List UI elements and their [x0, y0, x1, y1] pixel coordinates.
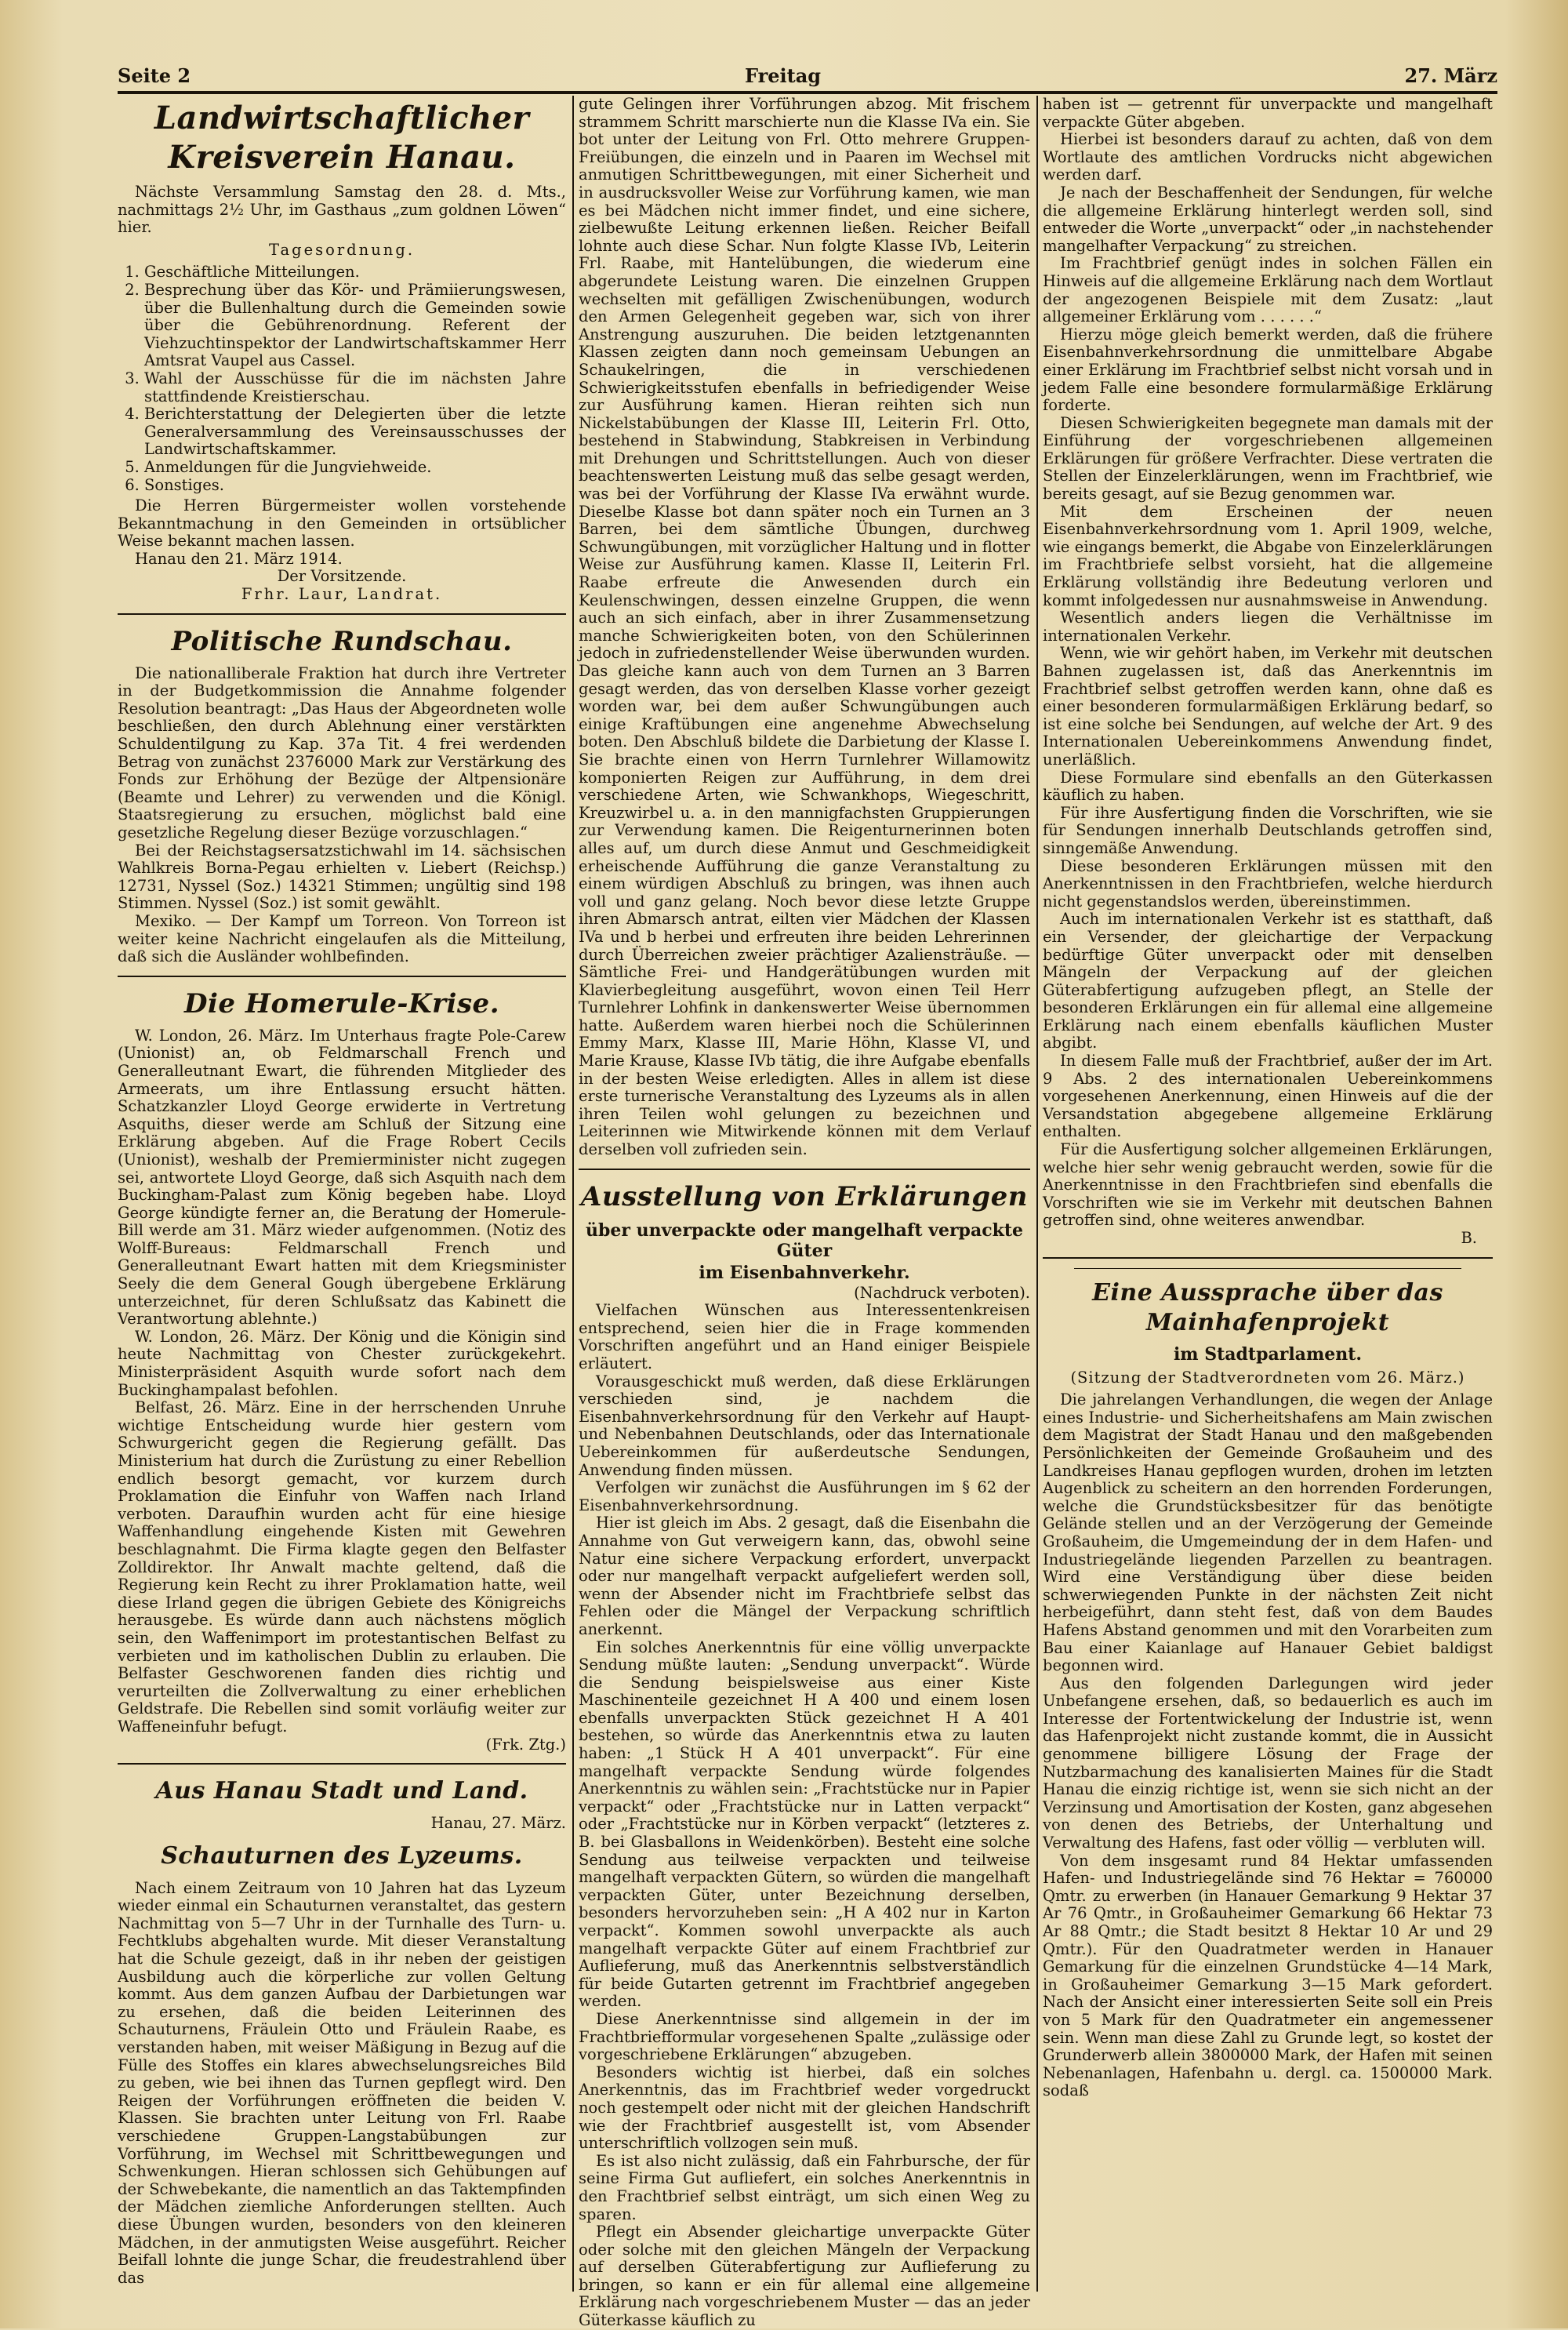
homerule-paragraph: W. London, 26. März. Im Unterhaus fragte Pole-Carew (Unionist) an, ob Feldmarschall French und Generalleutnant Ewart, die führenden Mitglieder des Armeerats, um ihre Entlassung ersucht hätten. Schatzkanzler Lloyd George erwiderte in Vertretung Asquiths, dieser werde am Schluß der Sitzung eine Erklärung abgeben. Auf die Frage Robert Cecils (Unionist), weshalb der Premierminister nicht zugegen sei, antwortete Lloyd George, daß sich Asquith nach dem Buckingham-Palast zum König begeben habe. Lloyd George kündigte ferner an, die Beratung der Homerule-Bill werde am 31. März wieder aufgenommen. (Notiz des Wolff-Bureaus: Feldmarschall French und Generalleutnant Ewart hatten mit dem Kriegsminister Seely die dem General Gough übergebene Erklärung unterzeichnet, für deren Schlußsatz das Kabinett die Verantwortung ablehnte.) [118, 1026, 566, 1329]
mainhafen-paragraph: Die jahrelangen Verhandlungen, die wegen der Anlage eines Industrie- und Sicherheitshafens am Main zwischen dem Magistrat der Stadt Hanau und den maßgebenden Persönlichkeiten der Gemeinde Großauheim und des Landkreises Hanau gepflogen wurden, drohen im letzten Augenblick zu scheitern an den horrenden Forderungen, welche die Grundstücksbesitzer für das benötigte Gelände stellen und an der Verzögerung der Gemeinde Großauheim, die Umgemeindung der in dem Hafen- und Industriegelände liegenden Parzellen zu beantragen. Wird eine Verständigung über diese beiden schwerwiegenden Punkte in der nächsten Zeit nicht herbeigeführt, dann steht fest, daß von dem Baudes Hafens Abstand genommen und mit den Vorarbeiten zum Bau einer Kaianlage auf Hanauer Gebiet baldigst begonnen wird. [1043, 1390, 1493, 1675]
ausstellung-continued: haben ist — getrennt für unverpackte und mangelhaft verpackte Güter abgeben. [1043, 95, 1493, 131]
ausstellung-paragraph: Besonders wichtig ist hierbei, daß ein solches Anerkenntnis, das im Frachtbrief weder vorgedruckt noch gestempelt oder nicht mit der gleichen Handschrift wie der Frachtbrief ausgestellt ist, vom Absender unterschriftlich vollzogen sein muß. [579, 2063, 1030, 2153]
homerule-title: Die Homerule-Krise. [183, 987, 500, 1020]
page-number: Seite 2 [118, 64, 191, 87]
divider [118, 976, 566, 977]
mainhafen-paragraph: Aus den folgenden Darlegungen wird jeder Unbefangene ersehen, daß, so bedauerlich es auch im Interesse der Fortentwickelung der Industrie ist, wenn das Hafenprojekt nicht zustande kommt, die in Aussicht genommene billigere Lösung der Frage der Nutzbarmachung des kanalisierten Maines für die Stadt Hanau die einzig richtige ist, wenn sie sich nicht an der Verzinsung und Amortisation der Kosten, ganz abgesehen von denen des Betriebs, der Unterhaltung und Verwaltung des Hafens, fast oder völlig — verbluten will. [1043, 1674, 1493, 1852]
agenda-item: 6. Sonstiges. [144, 477, 566, 495]
ausstellung-paragraph: In diesem Falle muß der Frachtbrief, außer der im Art. 9 Abs. 2 des internationalen Uebereinkommens vorgesehenen Anerkennung, einen Hinweis auf die der Versandstation abgegebene allgemeine Erklärung enthalten. [1043, 1052, 1493, 1141]
header-rule [118, 91, 1497, 94]
ausstellung-paragraph: Vielfachen Wünschen aus Interessentenkreisen entsprechend, seien hier die in Frage kommenden Vorschriften angeführt und an Hand einiger Beispiele erläutert. [579, 1301, 1030, 1372]
author-signature: B. [1461, 1229, 1477, 1247]
ausstellung-paragraph: Auch im internationalen Verkehr ist es statthaft, daß ein Versender, der gleichartige der Verpackung bedürftige Güter unverpackt oder mit denselben Mängeln der Verpackung auf der gleichen Güterabfertigung aufzugeben pflegt, an Stelle der besonderen Erklärungen ein für allemal eine allgemeine Erklärung nach einem ebenfalls käuflichen Muster abgibt. [1043, 910, 1493, 1052]
schauturnen-title: Schauturnen des Lyzeums. [161, 1841, 523, 1870]
column-1 [118, 96, 566, 2292]
ausstellung-paragraph: Hier ist gleich im Abs. 2 gesagt, daß die Eisenbahn die Annahme von Gut verweigern kann, das, obwohl seine Natur eine sichere Verpackung erfordert, unverpackt oder nur mangelhaft verpackt aufgeliefert werden soll, wenn der Absender nicht im Frachtbriefe selbst das Fehlen oder die Mängel der Verpackung schriftlich anerkennt. [579, 1514, 1030, 1638]
politik-paragraph: Mexiko. — Der Kampf um Torreon. Von Torreon ist weiter keine Nachricht eingelaufen als die Mitteilung, daß sich die Ausländer wohlbefinden. [118, 911, 566, 966]
ausstellung-paragraph: Vorausgeschickt muß werden, daß diese Erklärungen verschieden sind, je nachdem die Eisenbahnverkehrsordnung für den Verkehr auf Haupt- und Nebenbahnen Deutschlands, oder das Internationale Uebereinkommen für außerdeutsche Sendungen, Anwendung finden müssen. [579, 1372, 1030, 1479]
ausstellung-paragraph: Ein solches Anerkenntnis für eine völlig unverpackte Sendung müßte lauten: „Sendung unverpackt“. Würde die Sendung beispielsweise aus einer Kiste Maschinenteile gezeichnet H A 400 und einem losen ebenfalls unverpackten Stück gezeichnet H A 401 bestehen, so würde das Anerkenntnis etwa zu lauten haben: „1 Stück H A 401 unverpackt“. Für eine mangelhaft verpackte Sendung würde folgendes Anerkenntnis zu wählen sein: „Frachtstücke nur in Papier verpackt“ oder „Frachtstücke nur in Latten verpackt“ oder „Frachtstücke nur in Körben verpackt“ (letzteres z. B. bei Glasballons in Weidenkörben). Besteht eine solche Sendung aus teilweise verpackten und teilweise mangelhaft verpackten Gütern, so würden die mangelhaft verpackten Güter, unter Bezeichnung derselben, besonders hervorzuheben sein: „H A 402 nur in Karton verpackt“. Kommen sowohl unverpackte als auch mangelhaft verpackte Güter auf einem Frachtbrief zur Auflieferung, muß das Anerkenntnis selbstverständlich für beide Gutarten getrennt im Frachtbrief angegeben werden. [579, 1638, 1030, 2011]
divider [1043, 1257, 1493, 1259]
ausstellung-paragraph: Wesentlich anders liegen die Verhältnisse im internationalen Verkehr. [1043, 609, 1493, 645]
ausstellung-paragraph: Mit dem Erscheinen der neuen Eisenbahnverkehrsordnung vom 1. April 1909, welche, wie eingangs bemerkt, die Abgabe von Einzelerklärungen im Frachtbriefe selbst vorsieht, hat die allgemeine Erklärung vollständig ihre Bedeutung verloren und kommt infolgedessen nur ausnahmsweise in Anwendung. [1043, 502, 1493, 609]
issue-date: 27. März [1404, 64, 1497, 87]
divider-thin [1074, 1268, 1461, 1269]
homerule-paragraph: W. London, 26. März. Der König und die Königin sind heute Nachmittag von Chester zurückgekehrt. Ministerpräsident Asquith wurde sofort nach dem Buckinghampalast befohlen. [118, 1327, 566, 1399]
homerule-paragraph: Belfast, 26. März. Eine in der herrschenden Unruhe wichtige Entscheidung wurde hier gestern vom Schwurgericht gegen die Regierung gefällt. Das Ministerium hat durch die Zurüstung zu einer Rebellion endlich besorgt gemacht, vor kurzem durch Proklamation die Einfuhr von Waffen nach Irland verboten. Daraufhin wurden acht für eine hiesige Waffenhandlung eingehende Kisten mit Gewehren beschlagnahmt. Die Firma klagte gegen den Belfaster Zolldirektor. Ihr Anwalt machte geltend, daß die Regierung kein Recht zu ihrer Proklamation hatte, weil diese Irland gegen die übrigen Gebiete des Königreichs herausgebe. Es würde dann auch nächstens möglich sein, den Waffenimport im protestantischen Belfast zu verbieten und im katholischen Dublin zu erlauben. Die Belfaster Geschworenen fanden dies richtig und verurteilten die Zollverwaltung zu einer erheblichen Geldstrafe. Die Rebellen sind somit vorläufig weiter zur Waffeneinfuhr befugt. [118, 1398, 566, 1736]
verein-signature-2: Frhr. Laur, Landrat. [241, 585, 443, 604]
agenda-item: 2. Besprechung über das Kör- und Prämiierungswesen, über die Bullenhaltung durch die Gemeinden sowie über die Gebührenordnung. Referent der Viehzuchtinspektor der Landwirtschaftskammer Herr Amtsrat Vaupel aus Cassel. [144, 282, 566, 370]
hanau-dateline: Hanau, 27. März. [430, 1814, 566, 1833]
column-rule-2 [1036, 96, 1038, 2292]
homerule-source: (Frk. Ztg.) [485, 1735, 566, 1754]
ausstellung-paragraph: Es ist also nicht zulässig, daß ein Fahrbursche, der für seine Firma Gut aufliefert, ein solches Anerkenntnis in den Frachtbrief selbst einträgt, um sich einen Weg zu sparen. [579, 2151, 1030, 2223]
column-2 [579, 95, 1031, 2330]
schauturnen-paragraph: Nach einem Zeitraum von 10 Jahren hat das Lyzeum wieder einmal ein Schauturnen veranstaltet, das gestern Nachmittag von 5—7 Uhr in der Turnhalle des Turn- u. Fechtklubs abgehalten wurde. Mit dieser Veranstaltung hat die Schule gezeigt, daß in ihr neben der geistigen Ausbildung auch die körperliche zur vollen Geltung kommt. Aus dem ganzen Aufbau der Darbietungen war zu ersehen, daß die beiden Leiterinnen des Schauturnens, Fräulein Otto und Fräulein Raabe, es verstanden haben, mit weiser Mäßigung in Bezug auf die Fülle des Stoffes ein klares abwechselungsreiches Bild zu geben, wie bei ihnen das Turnen gepflegt wird. Den Reigen der Vorführungen eröffneten die beiden V. Klassen. Sie brachten unter Leitung von Frl. Raabe verschiedene Gruppen-Langstabübungen zur Vorführung, im Wechsel mit Schrittbewegungen und Schwenkungen. Hieran schlossen sich Gehübungen auf der Schwebekante, die namentlich an das Taktempfinden der Mädchen ziemliche Anforderungen stellten. Auch diese Übungen wurden, besonders von den kleineren Mädchen, in der anmutigsten Weise ausgeführt. Reicher Beifall lohnte die junge Schar, die freudestrahlend über das [118, 1878, 566, 2287]
ausstellung-paragraph: Hierbei ist besonders darauf zu achten, daß von dem Wortlaute des amtlichen Vordrucks nicht abgewichen werden darf. [1043, 130, 1493, 184]
column-3 [1043, 96, 1493, 2292]
ausstellung-paragraph: Im Frachtbrief genügt indes in solchen Fällen ein Hinweis auf die allgemeine Erklärung nach dem Wortlaut der angezogenen Beispiele mit dem Zusatz: „laut allgemeiner Erklärung vom . . . . . .“ [1043, 254, 1493, 326]
agenda-item: 4. Berichterstattung der Delegierten über die letzte Generalversammlung des Vereinsausschusses der Landwirtschaftskammer. [144, 405, 566, 459]
verein-title: Landwirtschaftlicher Kreisverein Hanau. [154, 100, 530, 176]
ausstellung-paragraph: Für ihre Ausfertigung finden die Vorschriften, wie sie für Sendungen innerhalb Deutschlands getroffen sind, sinngemäße Anwendung. [1043, 803, 1493, 857]
schauturnen-continued: gute Gelingen ihrer Vorführungen abzog. Mit frischem strammem Schritt marschierte nun die Klasse IVa ein. Sie bot unter der Leitung von Frl. Otto mehrere Gruppen-Freiübungen, die einzeln und in Paaren im Wechsel mit anmutigen Schrittbewegungen, mit einer Sicherheit und in ausdrucksvoller Weise zur Vorführung kamen, wie man es bei Mädchen nicht immer findet, und eine sichere, zielbewußte Leitung erkennen ließen. Reicher Beifall lohnte auch diese Schar. Nun folgte Klasse IVb, Leiterin Frl. Raabe, mit Hantelübungen, die wiederum eine abgerundete Leistung waren. Die einzelnen Gruppen wechselten mit gefälligen Zwischenübungen, wodurch den Armen Gelegenheit gegeben war, sich von ihrer Anstrengung auszuruhen. Die beiden letztgenannten Klassen zeigten dann noch gemeinsam Uebungen an Schaukelringen, die in verschiedenen Schwierigkeitsstufen ebenfalls in befriedigender Weise zur Ausführung kamen. Hieran reihten sich nun Nickelstabübungen der Klasse III, Leiterin Frl. Otto, bestehend in Stabwindung, Stabkreisen in Verbindung mit Drehungen und Schrittstellungen. Auch von dieser beachtenswerten Leistung muß das selbe gesagt werden, was bei der Vorführung der Klasse IVa erwähnt wurde. Dieselbe Klasse bot dann später noch ein Turnen an 3 Barren, bei dem sämtliche Übungen, durchweg Schwungübungen, mit vorzüglicher Haltung und in flotter Weise zur Ausführung kamen. Klasse II, Leiterin Frl. Raabe erfreute die Anwesenden durch ein Keulenschwingen, dessen einzelne Gruppen, die wenn auch an sich einfach, aber in ihrer Zusammensetzung manche Schwierigkeiten boten, von den Schülerinnen jedoch in zufriedenstellender Weise überwunden wurden. Das gleiche kann auch von dem Turnen an 3 Barren gesagt werden, das von derselben Klasse vorher gezeigt worden war, bei dem außer Schwungübungen auch einige Kraftübungen eine angenehme Abwechselung boten. Den Abschluß bildete die Darbietung der Klasse I. Sie brachte einen von Herrn Turnlehrer Willamowitz komponierten Reigen zur Aufführung, in dem drei verschiedene Arten, wie Schwankhops, Wiegeschritt, Kreuzwirbel u. a. in den mannigfachsten Gruppierungen zur Verwendung kamen. Die Reigenturnerinnen boten alles auf, um durch diese Anmut und Geschmeidigkeit erheischende Aufführung die ganze Veranstaltung zu einem würdigen Abschluß zu bringen, was ihnen auch voll und ganz gelang. Noch bevor diese letzte Gruppe ihren Abmarsch antrat, eilten vier Mädchen der Klassen IVa und b herbei und erfreuten ihre beiden Lehrerinnen durch Überreichen zweier prächtiger Azaliensträuße. — Sämtliche Frei- und Handgerätübungen wurden mit Klavierbegleitung ausgeführt, wovon einen Teil Herr Turnlehrer Lohfink in dankenswerter Weise übernommen hatte. Außerdem waren hierbei noch die Schülerinnen Emmy Marx, Klasse III, Marie Höhn, Klasse VI, und Marie Krause, Klasse IVb tätig, die ihre Aufgabe ebenfalls in der besten Weise erledigten. Alles in allem ist diese erste turnerische Veranstaltung des Lyzeums als in allen ihren Teilen wohl gelungen zu bezeichnen und Leiterinnen wie Mitwirkende können mit dem Verlauf derselben voll zufrieden sein. [579, 95, 1031, 1159]
ausstellung-title: Ausstellung von Erklärungen [581, 1180, 1028, 1212]
ausstellung-subtitle: im Eisenbahnverkehr. [699, 1262, 910, 1283]
hanau-title: Aus Hanau Stadt und Land. [155, 1777, 528, 1805]
politik-title: Politische Rundschau. [171, 625, 513, 657]
ausstellung-subtitle: über unverpackte oder mangelhaft verpackte Güter [586, 1220, 1023, 1261]
ausstellung-paragraph: Diese Anerkenntnisse sind allgemein in der im Frachtbriefformular vorgesehenen Spalte „zulässige oder vorgeschriebene Erklärungen“ abzugeben. [579, 2009, 1030, 2064]
weekday: Freitag [745, 64, 822, 87]
verein-intro: Nächste Versammlung Samstag den 28. d. Mts., nachmittags 2½ Uhr, im Gasthaus „zum goldnen Löwen“ hier. [118, 183, 566, 237]
ausstellung-paragraph: Diese Formulare sind ebenfalls an den Güterkassen käuflich zu haben. [1043, 768, 1493, 805]
divider [118, 1763, 566, 1765]
verein-note: Die Herren Bürgermeister wollen vorstehende Bekanntmachung in den Gemeinden in ortsüblicher Weise bekannt machen lassen. [118, 496, 566, 551]
ausstellung-paragraph: Hierzu möge gleich bemerkt werden, daß die frühere Eisenbahnverkehrsordnung die unmittelbare Abgabe einer Erklärung im Frachtbrief selbst nicht vorsah und in jedem Falle eine besondere formularmäßige Erklärung forderte. [1043, 325, 1493, 415]
agenda-item: 3. Wahl der Ausschüsse für die im nächsten Jahre stattfindende Kreistierschau. [144, 370, 566, 405]
agenda-list [118, 264, 566, 494]
politik-paragraph: Die nationalliberale Fraktion hat durch ihre Vertreter in der Budgetkommission die Annahme folgender Resolution beantragt: „Das Haus der Abgeordneten wolle beschließen, den durch Ablehnung einer verstärkten Schuldentilgung zu Kap. 37a Tit. 4 frei werdenden Betrag von zunächst 2376000 Mark zur Verstärkung des Fonds zur Erhöhung der Bezüge der Altpensionäre (Beamte und Lehrer) zu verwenden und die Königl. Staatsregierung zu ersuchen, möglichst bald eine gesetzliche Regelung dieser Bezüge vorzuschlagen.“ [118, 663, 566, 841]
ausstellung-paragraph: Diesen Schwierigkeiten begegnete man damals mit der Einführung der vorgeschriebenen allgemeinen Erklärungen für größere Verfrachter. Diese vertraten die Stellen der Einzelerklärungen, wenn im Frachtbrief, wie bereits gesagt, auf sie Bezug genommen war. [1043, 413, 1493, 503]
divider [579, 1169, 1030, 1170]
verein-signature-1: Der Vorsitzende. [277, 567, 407, 586]
nachdruck-note: (Nachdruck verboten). [854, 1283, 1030, 1302]
mainhafen-paragraph: Von dem insgesamt rund 84 Hektar umfassenden Hafen- und Industriegelände sind 76 Hektar = 760000 Qmtr. zu erwerben (in Hanauer Gemarkung 9 Hektar 37 Ar 76 Qmtr., in Großauheimer Gemarkung 66 Hektar 73 Ar 88 Qmtr.; die Stadt besitzt 8 Hektar 10 Ar und 29 Qmtr.). Für den Quadratmeter werden in Hanauer Gemarkung für die einzelnen Grundstücke 4—14 Mark, in Großauheimer Gemarkung 3—15 Mark gefordert. Nach der Ansicht einer interessierten Seite soll ein Preis von 5 Mark für den Quadratmeter ein angemessener sein. Wenn man diese Zahl zu Grunde legt, so kostet der Grunderwerb allein 3800000 Mark, der Hafen mit seinen Nebenanlagen, Hafenbahn u. dergl. ca. 1500000 Mark. sodaß [1043, 1851, 1493, 2100]
divider [118, 613, 566, 615]
ausstellung-paragraph: Pflegt ein Absender gleichartige unverpackte Güter oder solche mit den gleichen Mängeln der Verpackung auf derselben Güterabfertigung zur Auflieferung zu bringen, so kann er ein für allemal eine allgemeine Erklärung nach vorgeschriebenem Muster — das an jeder Güterkasse käuflich zu [579, 2223, 1030, 2330]
ausstellung-paragraph: Für die Ausfertigung solcher allgemeinen Erklärungen, welche hier sehr wenig gebraucht werden, sowie für die Anerkenntnisse in den Frachtbriefen sind ebenfalls die Vorschriften wie sie im Verkehr mit deutschen Bahnen getroffen sind, ohne weiteres anwendbar. [1043, 1140, 1493, 1230]
column-rule-1 [572, 96, 574, 2292]
ausstellung-paragraph: Wenn, wie wir gehört haben, im Verkehr mit deutschen Bahnen zugelassen ist, daß das Anerkenntnis im Frachtbrief selbst getroffen werden kann, ohne daß es einer besonderen formularmäßigen Erklärung bedarf, so ist eine solche bei Sendungen, auf welche der Art. 9 des Internationalen Uebereinkommens Anwendung findet, unerläßlich. [1043, 644, 1493, 769]
ausstellung-paragraph: Verfolgen wir zunächst die Ausführungen im § 62 der Eisenbahnverkehrsordnung. [579, 1478, 1030, 1514]
ausstellung-paragraph: Diese besonderen Erklärungen müssen mit den Anerkenntnissen in den Frachtbriefen, welche hierdurch nicht gegenstandslos werden, übereinstimmen. [1043, 856, 1493, 911]
agenda-item: 1. Geschäftliche Mitteilungen. [144, 264, 566, 282]
agenda-item: 5. Anmeldungen für die Jungviehweide. [144, 459, 566, 477]
politik-paragraph: Bei der Reichstagsersatzstichwahl im 14. sächsischen Wahlkreis Borna-Pegau erhielten v. Liebert (Reichsp.) 12731, Nyssel (Soz.) 14321 Stimmen; ungültig sind 198 Stimmen. Nyssel (Soz.) ist somit gewählt. [118, 841, 566, 913]
ausstellung-paragraph: Je nach der Beschaffenheit der Sendungen, für welche die allgemeine Erklärung hinterlegt werden soll, sind entweder die Worte „unverpackt“ oder „in nachstehender mangelhafter Verpackung“ zu streichen. [1043, 183, 1493, 255]
mainhafen-title: Eine Aussprache über das Mainhafenprojekt [1092, 1278, 1443, 1336]
mainhafen-session: (Sitzung der Stadtverordneten vom 26. März.) [1070, 1368, 1465, 1387]
agenda-title: Tagesordnung. [268, 240, 416, 259]
verein-place: Hanau den 21. März 1914. [135, 549, 343, 568]
mainhafen-subtitle: im Stadtparlament. [1173, 1343, 1363, 1365]
